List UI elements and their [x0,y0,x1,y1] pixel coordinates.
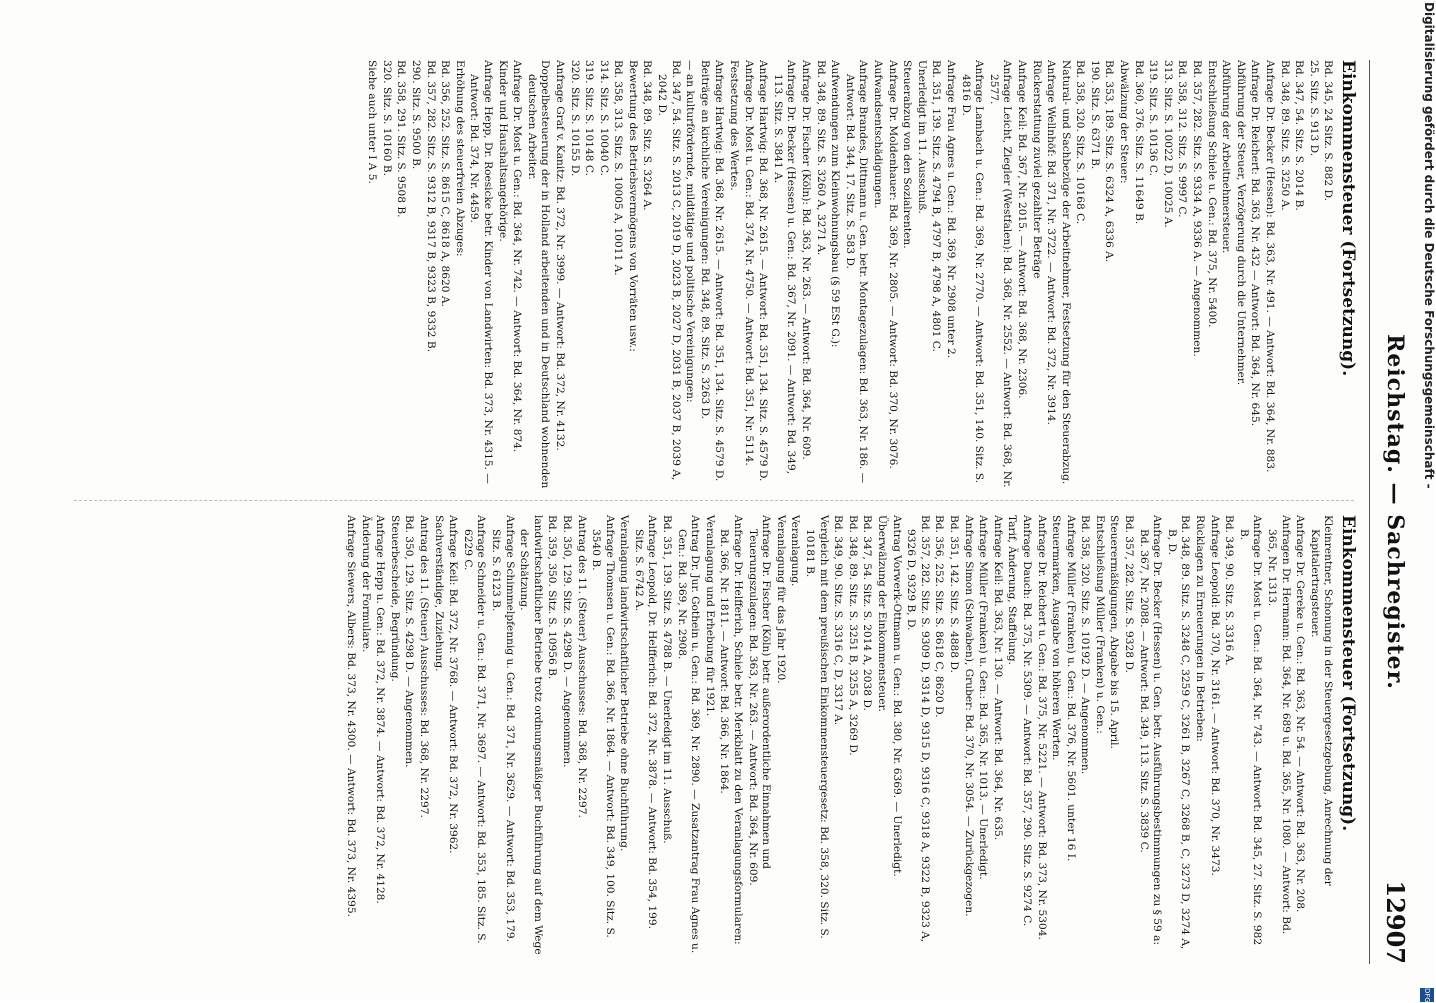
index-entry: 319. Sitz. S. 10148 C. [583,60,596,176]
index-entry: Bd. 359, 350. Sitz. S. 10956 B. [546,515,559,680]
index-entry: Entschließung Müller (Franken) u. Gen.: [1093,515,1106,734]
index-entry: Bd. 358, 312. Sitz. S. 9997 C. [1176,60,1189,218]
dfg-logo-icon: DFG [1420,988,1434,1002]
column-divider [74,500,1354,501]
index-entry: Anfrage Müller (Franken) u. Gen.: Bd. 376, Nr. 5601. unter 16 I. [1064,515,1077,862]
page-header [1369,60,1414,964]
index-entry: 190. Sitz. S. 6371 B. [1088,60,1101,170]
index-entry: 25. Sitz. S. 913 D. [1307,60,1320,157]
index-entry: Steuermarken, Ausgabe von höheren Werten. [1050,515,1063,761]
index-entry: Steuerabzug von den Sozialrenten. [901,60,914,249]
index-entry: 313. Sitz. S. 10022 D, 10025 A. [1161,60,1174,228]
index-entry: Festsetzung des Wertes. [728,60,741,191]
page-number: 12907 [1381,880,1410,964]
index-entry: Bd. 347, 54. Sitz. S. 2014 A, 2038 D. [861,515,874,711]
index-entry: Anfrage Dr. Reichert u. Gen.: Bd. 375, Nr. 5221. — Antwort: Bd. 373, Nr. 5304. [1035,515,1048,940]
index-entry: Anfrage Dr. Gereke u. Gen.: Bd. 363, Nr. 54. — Antwort: Bd. 363, Nr. 208. [1294,515,1307,913]
index-entry: 290. Sitz. S. 9500 B. [410,60,422,170]
index-entry: Doppelbesteuerung der in Holland arbeitenden und in Deutschland wohnenden deutschen Arbeiter. [525,60,552,492]
index-entry: Veranlagung für das Jahr 1920. [774,515,787,684]
index-entry: Bd. 349, 90. Sitz. S. 3316 A. [1223,515,1236,666]
index-entry: Anfrage Hepp u. Gen.: Bd. 372, Nr. 3874. — Antwort: Bd. 372, Nr. 4128. [374,515,387,904]
index-entry: Bd. 357, 282. Sitz. S. 9334 A, 9336 A. — Angenommen. [1191,60,1204,357]
index-entry: Anfrage Leicht, Ziegler (Westfalen): Bd. 368, Nr. 2552. — Antwort: Bd. 368, Nr. 2577. [987,60,1014,491]
index-entry: Bd. 348, 89. Sitz. S. 3248 C, 3259 C, 3261 B, 3267 C, 3268 B, C, 3273 D, 3274 A, B, D. [1165,515,1192,953]
index-entry: Anfrage Dr. Most u. Gen.: Bd. 364, Nr. 742. — Antwort: Bd. 364, Nr. 874. [511,60,524,453]
index-entry: Abführung der Arbeitnehmersteuer. [1220,60,1233,254]
index-entry: Änderung der Formulare. [359,515,372,653]
index-entry: Anfrage Wellnhöf: Bd. 371, Nr. 3722. — Antwort: Bd. 372, Nr. 3914. [1045,60,1058,425]
index-entry: Bd. 351, 139. Sitz. S. 4794 B, 4797 B, 4798 A, 4801 C. [930,60,943,352]
running-title: Reichstag. — Sachregister. [1382,334,1408,690]
index-entry: Anfrage Schimmelpfennig u. Gen.: Bd. 371, Nr. 3629. — Antwort: Bd. 353, 179. Sitz. S. 6123 B. [489,515,516,946]
index-entry: Bd. 347, 54. Sitz. S. 2014 B. [1293,60,1306,211]
index-entry: Bd. 360, 376. Sitz. S. 11649 B. [1132,60,1145,225]
index-entry: Anfrage Thomsen u. Gen.: Bd. 366, Nr. 1864. — Antwort: Bd. 349, 100. Sitz. S. 3540 B. [590,515,616,942]
right-column [342,515,1358,958]
index-entry: Anfrage Dr. Fischer (Köln) betr. außerordentliche Einnahmen und Teuerungszulagen: Bd. 363, Nr. 263. — Antwort: Bd. 364, Nr. 609. [746,515,773,886]
index-entry: Abführung der Steuer, Verzögerung durch die Unternehmer. [1234,60,1247,386]
index-entry: Anfrage Siewers, Albers: Bd. 373, Nr. 4300. — Antwort: Bd. 373, Nr. 4395. [345,515,358,917]
right-entries [343,515,1335,958]
index-entry: 314. Sitz. S. 10040 C. [597,60,610,176]
index-entry: Kinder und Haushaltsangehörige. [496,60,509,242]
index-entry: Anfrage Dr. Most u. Gen.: Bd. 364, Nr. 743. — Antwort: Bd. 345, 27. Sitz. S. 982 B. [1237,515,1264,949]
index-entry: Bd. 356, 252. Sitz. S. 8618 C, 8620 D. [933,515,946,718]
index-entry: Tarif, Änderung, Staffelung. [1006,515,1019,665]
index-entry: Anfrage Hartwig: Bd. 368, Nr. 2615. — Antwort: Bd. 351, 134. Sitz. S. 4579 D. [713,60,726,482]
index-entry: Rückerstattung zuviel gezahlter Beträge [1030,60,1043,279]
index-entry: Anfrage Lambach u. Gen.: Bd. 369, Nr. 2770. — Antwort: Bd. 351, 140. Sitz. S. 4816 D. [959,60,986,487]
index-entry: Bd. 345, 24 Sitz. S. 882 D. [1322,60,1335,202]
index-entry: Überwälzung der Einkommensteuer. [876,515,888,712]
index-entry: Anfrage Frau Agnes u. Gen.: Bd. 369, Nr. 2908 unter 2. [944,60,957,359]
digitization-footer [1414,0,1436,1003]
index-entry: Anfrage Müller (Franken) u. Gen.: Bd. 365, Nr. 1013. — Unerledigt. [977,515,990,880]
index-entry: Bd. 351, 139. Sitz. S. 4788 B. — Unerledigt im 11. Ausschuß. [661,515,674,844]
index-entry: Veranlagung landwirtschaftlicher Betriebe ohne Buchführung. [618,515,631,852]
index-entry: Steuerbescheide, Begründung. [388,515,401,682]
index-entry: Bd. 358, 291. Sitz. S. 9508 B. [395,60,408,218]
index-entry: Bd. 358, 320. Sitz. S. 10168 C. [1074,60,1087,225]
index-entry: Anfrage Dr. Fischer (Köln): Bd. 363, Nr. 263. — Antwort: Bd. 364, Nr. 609. [800,60,813,460]
index-entry: Bewertung des Betriebsvermögens von Vorräten usw.: [626,60,639,352]
index-entry: Vergleich mit dem preußischen Einkommensteuergesetz: Bd. 358, 320. Sitz. S. 10181 B. [804,515,830,943]
right-column-title: Einkommensteuer (Fortsetzung). [1338,515,1358,832]
index-entry: Bd. 358, 313. Sitz. S. 10005 A, 10011 A. [612,60,625,276]
index-entry: Antrag des 11. (Steuer) Ausschusses: Bd. 368, Nr. 2297. [575,515,588,818]
index-entry: Anfrage Dauch: Bd. 375, Nr. 5309. — Antwort: Bd. 357, 290. Sitz. S. 9274 C. [1020,515,1033,927]
index-entry: Anfrage Keil: Bd. 372, Nr. 3768. — Antwort: Bd. 372, Nr. 3962. [447,515,460,854]
index-entry: Abwälzung der Steuer: [1118,60,1131,184]
index-entry: landwirtschaftlicher Betriebe trotz ordnungsmäßiger Buchführung auf dem Wege der Schätzung. [518,515,544,958]
index-entry: — an kulturfördernde, mildtätige und politische Vereinigungen: [684,60,697,403]
index-entry: Unerledigt im 11. Ausschuß. [915,60,928,214]
index-entry: Erhöhung des steuerfreien Abzuges: [453,60,466,257]
left-column [364,60,1358,500]
index-entry: Entschließung Schiele u. Gen.: Bd. 375, Nr. 5400. [1205,60,1218,328]
index-entry: 319. Sitz. S. 10136 C. [1147,60,1160,176]
index-entry: Anfrage Dr. Becker (Hessen) u. Gen. betr. Ausführungsbestimmungen zu § 59 a: Bd. 367, Nr. 2088. — Antwort: Bd. 349, 113. Sitz. S. 3839 C. [1137,515,1164,949]
index-entry: Bd. 347, 54. Sitz. S. 2013 C, 2019 D, 2023 B, 2027 D, 2031 B, 2037 B, 2039 A, 2042 D. [656,60,682,484]
index-entry: Bd. 348, 89. Sitz. S. 3264 A. [641,60,654,211]
index-entry: Anfrage Dr. Most u. Gen.: Bd. 374, Nr. 4750. — Antwort: Bd. 351, Nr. 5114. [742,60,755,466]
index-entry: Bd. 348, 89. Sitz. S. 3250 A. [1278,60,1291,211]
index-entry: Bd. 349, 90. Sitz. S. 3316 C, D, 3317 A. [832,515,845,726]
index-entry: Bd. 356, 252. Sitz. S. 8615 C, 8618 A, 8620 A. [439,60,452,307]
index-entry: Anfrage Dr. Becker (Hessen): Bd. 363, Nr. 491. — Antwort: Bd. 364, Nr. 883. [1264,60,1277,473]
index-entry: Anfrage Hepp, Dr. Roesicke betr. Kinder von Landwirten: Bd. 373, Nr. 4315. — Antwort: Bd. 374, Nr. 4459. [468,60,494,488]
index-entry: Anfrage Leopold, Dr. Helfferich: Bd. 372, Nr. 3878. — Antwort: Bd. 354, 199. Sitz. S. 6742 A. [632,515,659,933]
index-entry: Anfrage Schneider u. Gen.: Bd. 371, Nr. 3697. — Antwort: Bd. 353, 185. Sitz. S. 6229 C. [461,515,488,947]
index-entry: Natural- und Sachbezüge der Arbeitnehmer, Festsetzung für den Steuerabzug. [1059,60,1072,485]
index-entry: Veranlagung. [789,515,802,587]
digitization-note: Digitalisierung gefördert durch die Deutsche Forschungsgemeinschaft - [1422,2,1436,489]
index-entry: Kleinrentner, Schonung in der Steuergesetzgebung, Anrechnung der Kapitalertragsteuer. [1308,515,1335,890]
index-entry: Bd. 348, 89. Sitz. S. 3260 A, 3271 A. [814,60,827,256]
left-entries [365,60,1335,500]
index-entry: Anfrage Dr. Becker (Hessen) u. Gen.: Bd. 367, Nr. 2091. — Antwort: Bd. 349, 113. Sitz. S. 3841 A. [771,60,798,478]
index-entry: Anfrage Keil: Bd. 367, Nr. 2015. — Antwort: Bd. 368, Nr. 2306. [1015,60,1028,399]
index-entry: Bd. 357, 282. Sitz. S. 9309 D, 9314 D, 9315 D, 9316 C, 9318 A, 9322 B, 9323 A, 9326 D, 9329 B, D. [905,515,931,946]
index-entry: Anfrage Dr. Reichert: Bd. 363, Nr. 432 — Antwort: Bd. 364, Nr. 645. [1249,60,1262,427]
index-entry: Anfrage Leopold: Bd. 370, Nr. 3161. — Antwort: Bd. 370, Nr. 3473. [1208,515,1221,876]
index-entry: Anfrage Brandes, Dittmann u. Gen. betr. Montagezulagen: Bd. 363, Nr. 186. — Antwort: Bd. 344, 17. Sitz. S. 583 D. [843,60,870,487]
index-entry: 320. Sitz. S. 10155 D. [568,60,581,177]
index-entry: Beiträge an kirchliche Vereinigungen: Bd. 348, 89. Sitz. S. 3263 D. [698,60,711,420]
index-entry: Steuerermäßigungen, Abgabe bis 15. April. [1108,515,1121,749]
left-column-title: Einkommensteuer (Fortsetzung). [1338,60,1358,377]
index-entry: Sachverständige, Zuziehung. [432,515,445,672]
index-entry: Anfrage Keil: Bd. 363, Nr. 130. — Antwort: Bd. 364, Nr. 635. [991,515,1004,841]
index-entry: Bd. 350, 129. Sitz. S. 4298 D. — Angenommen. [403,515,416,768]
index-entry: Rücklagen zu Erneuerungen in Betrieben: [1194,515,1207,742]
index-entry: Antrag des 11. (Steuer) Ausschusses: Bd. 368, Nr. 2297. [418,515,430,818]
index-entry: Bd. 348, 89. Sitz. S. 3251 B, 3255 A, 3269 D. [846,515,859,756]
index-entry: Antrag Dr. Jur. Gothein u. Gen.: Bd. 369, Nr. 2890. — Zusatzantrag Frau Agnes u. Gen.: Bd. 369, Nr. 2908. [675,515,702,957]
index-entry: Bd. 351, 142. Sitz. S. 4888 D. [947,515,960,673]
index-entry: Anfrage Simon (Schwaben), Gruber: Bd. 370, Nr. 3054. — Zurückgezogen. [962,515,975,917]
index-entry: Bd. 357, 282. Sitz. S. 9312 B, 9317 B, 9323 B, 9332 B. [424,60,437,353]
index-entry: Bd. 353, 189. Sitz. S. 6324 A, 6336 A. [1103,60,1116,263]
index-entry: Anfrage Graf v. Kanitz: Bd. 372, Nr. 3999. — Antwort: Bd. 372, Nr. 4132. [553,60,566,451]
index-entry: Anfrage Dr. Moldenhauer: Bd. 369, Nr. 2805. — Antwort: Bd. 370, Nr. 3076. [886,60,899,469]
index-entry: Bd. 350, 129. Sitz. S. 4298 D. — Angenommen. [560,515,573,768]
index-entry: Aufwandsentschädigungen. [872,60,884,209]
index-entry: Veranlagung und Erhebung für 1921. [703,515,716,717]
index-entry: 320. Sitz. S. 10160 B. [380,60,393,177]
index-entry: Anfragen Dr. Hermann: Bd. 364, Nr. 689 u. Bd. 365, Nr. 1080. — Antwort: Bd. 365, Nr. 1313. [1266,515,1292,938]
index-entry: Aufwendungen zum Kleinwohnungsbau (§ 59 ESt G.): [829,60,842,348]
index-entry: Antrag Vorwerk-Ottmann u. Gen.: Bd. 380, Nr. 6369. — Unerledigt. [890,515,903,877]
index-entry: Bd. 357, 282. Sitz. S. 9328 D. [1123,515,1136,673]
index-entry: Anfrage Hartwig: Bd. 368, Nr. 2615. — Antwort: Bd. 351, 134. Sitz. S. 4579 D. [757,60,770,482]
index-entry: Siehe auch unter I A 5. [366,60,379,184]
index-entry: Anfrage Dr. Helfferich, Schiele betr. Merkblatt zu den Veranlagungsformularen: Bd. 366, Nr. 1811. — Antwort: Bd. 366, Nr. 1864. [718,515,745,949]
index-entry: Bd. 358, 320. Sitz. S. 10192 D. — Angenommen. [1079,515,1092,775]
